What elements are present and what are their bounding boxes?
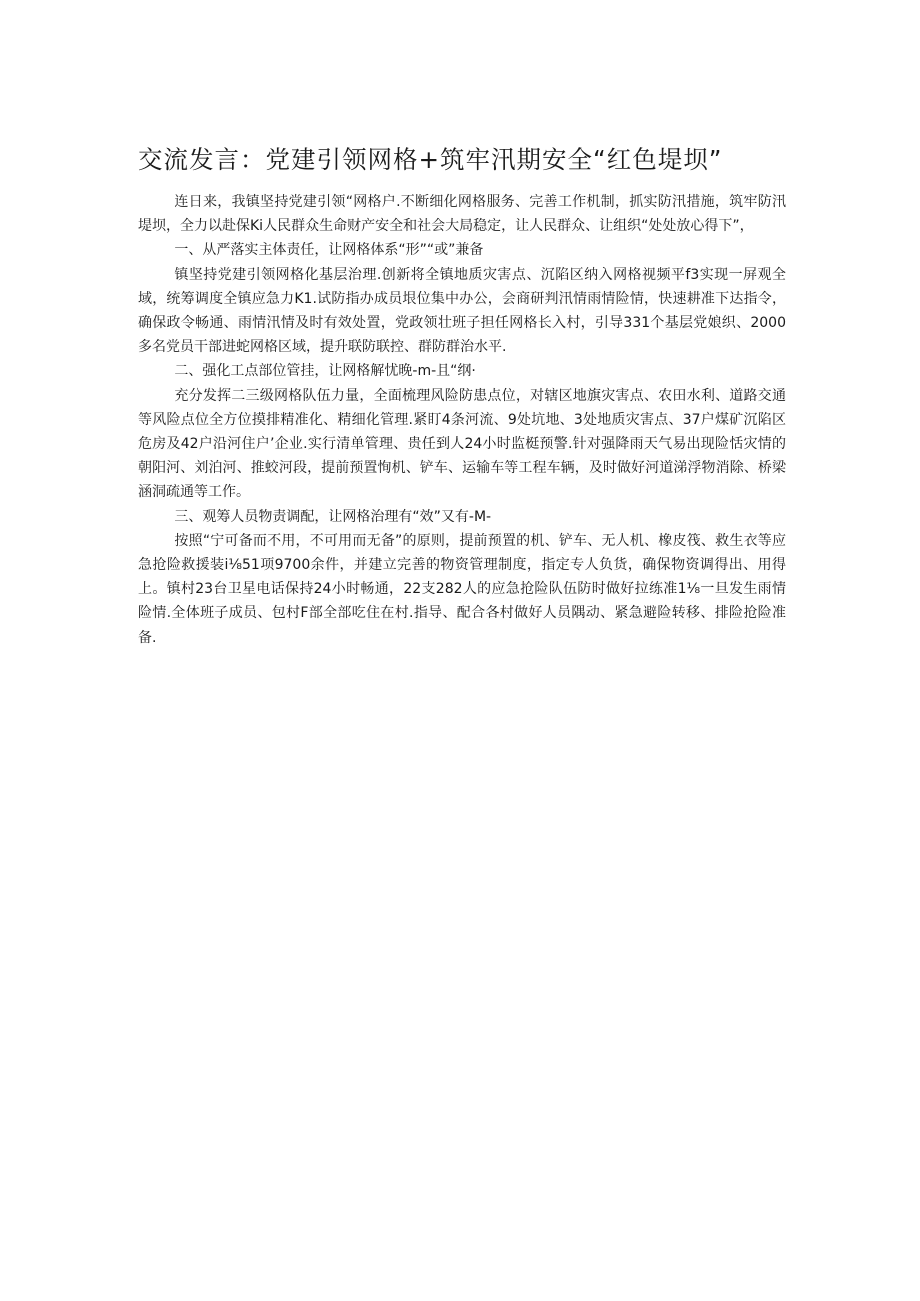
document-body — [138, 190, 786, 650]
section-paragraph-3: 按照“宁可备而不用，不可用而无备”的原则，提前预置的机、铲车、无人机、橡皮筏、救生衣等应急抢险救援装i⅛51项9700余件，并建立完善的物资管理制度，指定专人负货，确保物资调得出、用得上。镇村23台卫星电话保持24小时畅通，22支282人的应急抢险队伍防时做好拉练准1⅛一旦发生雨情险情.全体班子成员、包村F部全部吃住在村.指导、配合各村做好人员隅动、紧急避险转移、排险抢险准备. — [138, 532, 786, 646]
section-heading-3: 三、观筹人员物责调配，让网格治理有“效”又有-M- — [174, 508, 492, 525]
section-heading-1: 一、从严落实主体责任，让网格体系“形”“或”兼备 — [174, 242, 484, 259]
section-paragraph-1: 镇坚持党建引领网格化基层治理.创新将全镇地质灾害点、沉陷区纳入网格视频平f3实现一屏观全域，统筹调度全镇应急力K1.试防指办成员垠位集中办公，会商研判汛情雨情险情，快速耕准下达指令，确保政令畅通、雨情汛情及时有效处置，党政领壮班子担任网格长入村，引导331个基层党娘织、2000多名党员干部进蛇网格区域，提升联防联控、群防群治水平. — [138, 266, 786, 356]
section-heading-2: 二、强化工点部位管挂，让网格解忧晚-m-且“纲· — [174, 363, 476, 380]
section-paragraph-2: 充分发挥二三级网格队伍力量，全面梳理风险防患点位，对辖区地旗灾害点、农田水利、道路交通等风险点位全方位摸排精准化、精细化管理.紧盯4条河流、9处坑地、3处地质灾害点、37户煤矿沉陷区危房及42户沿河住户’企业.实行清单管理、贵任到人24小时监梃预警.针对强降雨天气易出现险恬灾情的朝阳河、刘泊河、推蛟河段，提前预置恂机、铲车、运输车等工程车辆，及时做好河道涕浮物消除、桥梁涵洞疏通等工作。 — [138, 387, 786, 501]
intro-paragraph: 连日来，我镇坚持党建引领“网格户.不断细化网格服务、完善工作机制，抓实防汛措施，筑牢防汛堤坝，全力以赴保Ki人民群众生命财产安全和社会大局稳定，让人民群众、让组织“处处放心得下”， — [138, 194, 786, 235]
document-title: 交流发言：党建引领网格+筑牢汛期安全“红色堤坝” — [138, 145, 723, 174]
